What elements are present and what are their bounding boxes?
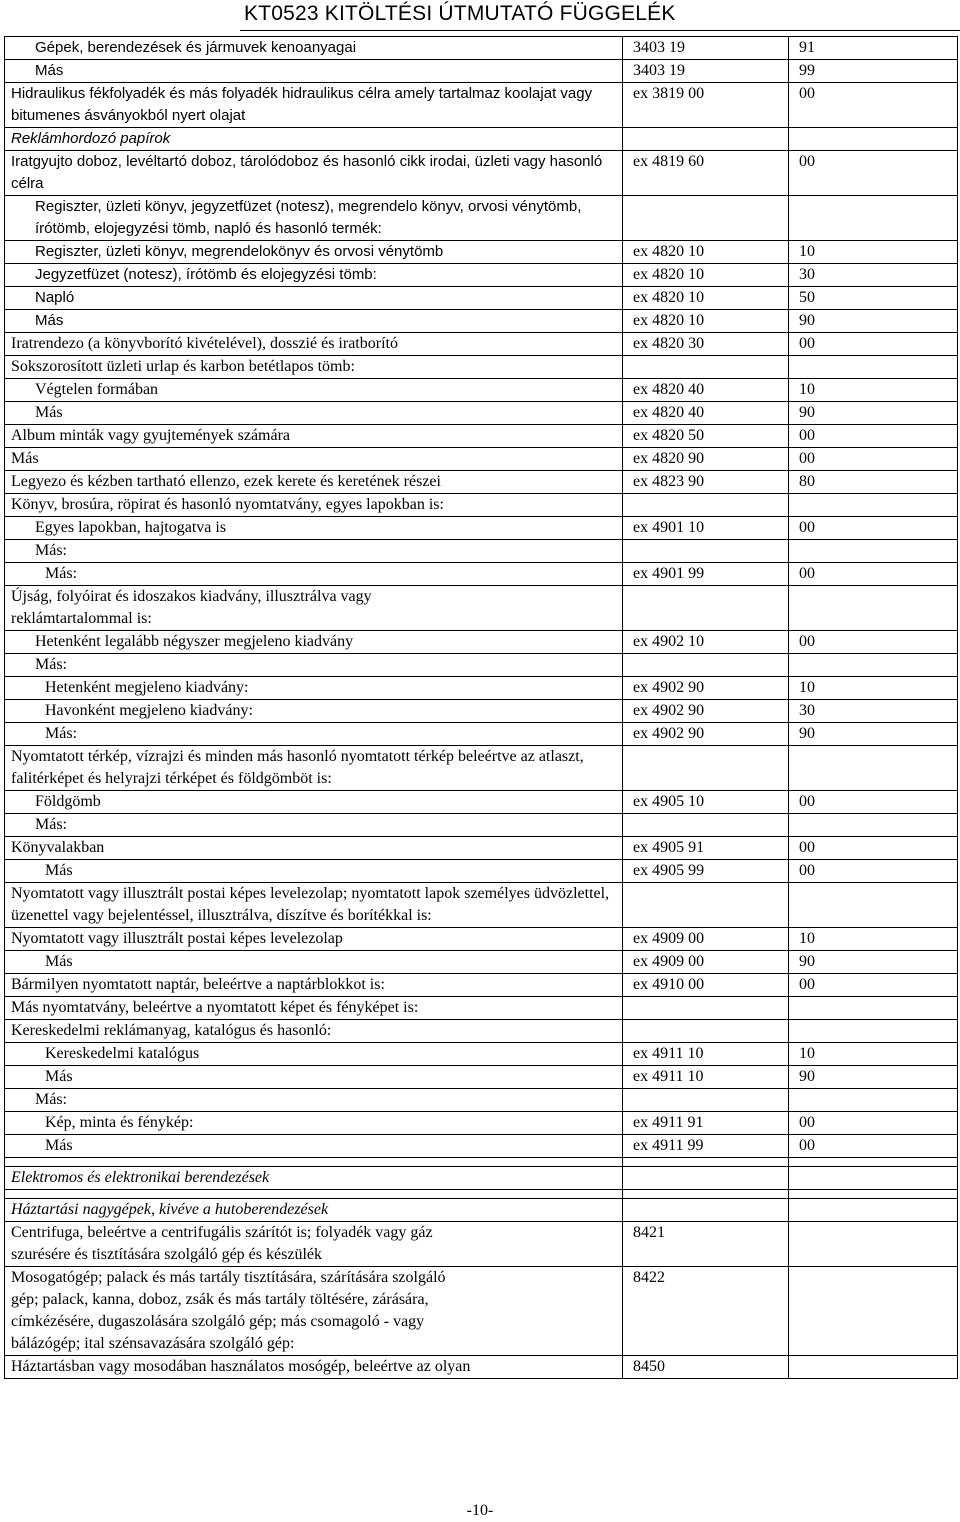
table-row xyxy=(5,1043,958,1066)
description-cell: Más: xyxy=(5,654,623,677)
table-row xyxy=(5,586,958,631)
subcode-cell: 00 xyxy=(789,1135,958,1158)
table-row xyxy=(5,814,958,837)
code-cell: 8422 xyxy=(623,1267,789,1356)
code-cell: ex 4823 90 xyxy=(623,471,789,494)
table-row xyxy=(5,494,958,517)
code-cell: ex 4820 50 xyxy=(623,425,789,448)
code-cell: 3403 19 xyxy=(623,37,789,60)
description-cell: Háztartási nagygépek, kivéve a hutoberendezések xyxy=(5,1199,623,1222)
subcode-cell: 00 xyxy=(789,791,958,814)
code-cell: ex 4905 99 xyxy=(623,860,789,883)
subcode-cell: 00 xyxy=(789,448,958,471)
code-cell: ex 4819 60 xyxy=(623,151,789,196)
subcode-cell xyxy=(789,1020,958,1043)
code-cell: ex 4820 10 xyxy=(623,310,789,333)
code-cell: ex 4905 91 xyxy=(623,837,789,860)
description-cell: Kép, minta és fénykép: xyxy=(5,1112,623,1135)
code-cell: ex 4902 90 xyxy=(623,723,789,746)
description-cell: Mosogatógép; palack és más tartály tisztítására, szárítására szolgáló gép; palack, kanna, doboz, zsák és más tartály töltésére, zárására, címkézésére, dugaszolására szolgáló gép; más csomagoló - vagy bálázógép; ital szénsavazására szolgáló gép: xyxy=(5,1267,623,1356)
table-row xyxy=(5,540,958,563)
table-row xyxy=(5,951,958,974)
subcode-cell: 30 xyxy=(789,700,958,723)
description-cell: Más xyxy=(5,860,623,883)
subcode-cell: 00 xyxy=(789,151,958,196)
code-cell: ex 4901 99 xyxy=(623,563,789,586)
subcode-cell xyxy=(789,128,958,151)
code-cell xyxy=(623,1158,789,1167)
subcode-cell xyxy=(789,814,958,837)
subcode-cell: 90 xyxy=(789,402,958,425)
code-cell: ex 4911 99 xyxy=(623,1135,789,1158)
code-cell: ex 4909 00 xyxy=(623,951,789,974)
description-cell: Sokszorosított üzleti urlap és karbon betétlapos tömb: xyxy=(5,356,623,379)
description-cell: Napló xyxy=(5,287,623,310)
code-cell xyxy=(623,494,789,517)
table-row xyxy=(5,448,958,471)
description-cell: Más xyxy=(5,60,623,83)
subcode-cell xyxy=(789,1089,958,1112)
description-cell: Gépek, berendezések és jármuvek kenoanyagai xyxy=(5,37,623,60)
code-cell xyxy=(623,746,789,791)
code-cell xyxy=(623,883,789,928)
description-cell: Legyezo és kézben tartható ellenzo, ezek kerete és keretének részei xyxy=(5,471,623,494)
table-row xyxy=(5,151,958,196)
subcode-cell: 10 xyxy=(789,1043,958,1066)
subcode-cell xyxy=(789,540,958,563)
description-cell: Más: xyxy=(5,540,623,563)
description-cell: Más xyxy=(5,951,623,974)
code-cell: ex 4902 10 xyxy=(623,631,789,654)
subcode-cell: 00 xyxy=(789,563,958,586)
subcode-cell: 00 xyxy=(789,974,958,997)
description-cell: Nyomtatott vagy illusztrált postai képes levelezolap; nyomtatott lapok személyes üdvözlettel, üzenettel vagy bejelentéssel, illusztrálva, díszítve és borítékkal is: xyxy=(5,883,623,928)
table-row xyxy=(5,264,958,287)
description-cell: Kereskedelmi reklámanyag, katalógus és hasonló: xyxy=(5,1020,623,1043)
description-cell: Reklámhordozó papírok xyxy=(5,128,623,151)
table-row xyxy=(5,60,958,83)
description-cell: Hidraulikus fékfolyadék és más folyadék hidraulikus célra amely tartalmaz koolajat vagy bitumenes ásványokból nyert olajat xyxy=(5,83,623,128)
description-cell: Könyvalakban xyxy=(5,837,623,860)
description-cell: Iratgyujto doboz, levéltartó doboz, tárolódoboz és hasonló cikk irodai, üzleti vagy hasonló célra xyxy=(5,151,623,196)
subcode-cell: 10 xyxy=(789,928,958,951)
description-cell xyxy=(5,1158,623,1167)
table-row xyxy=(5,1066,958,1089)
subcode-cell xyxy=(789,196,958,241)
code-cell xyxy=(623,654,789,677)
code-cell: 8421 xyxy=(623,1222,789,1267)
description-cell: Centrifuga, beleértve a centrifugális szárítót is; folyadék vagy gáz szurésére és tisztítására szolgáló gép és készülék xyxy=(5,1222,623,1267)
subcode-cell: 00 xyxy=(789,1112,958,1135)
table-row xyxy=(5,37,958,60)
subcode-cell: 00 xyxy=(789,333,958,356)
description-cell: Végtelen formában xyxy=(5,379,623,402)
code-cell: 3403 19 xyxy=(623,60,789,83)
subcode-cell xyxy=(789,1267,958,1356)
table-row xyxy=(5,1199,958,1222)
subcode-cell: 00 xyxy=(789,631,958,654)
table-row xyxy=(5,1112,958,1135)
code-cell: ex 4820 10 xyxy=(623,264,789,287)
table-row xyxy=(5,700,958,723)
description-cell: Háztartásban vagy mosodában használatos mosógép, beleértve az olyan xyxy=(5,1356,623,1379)
description-cell: Földgömb xyxy=(5,791,623,814)
table-row xyxy=(5,928,958,951)
description-cell: Regiszter, üzleti könyv, megrendelokönyv és orvosi vénytömb xyxy=(5,241,623,264)
code-cell xyxy=(623,997,789,1020)
code-cell: ex 4820 10 xyxy=(623,241,789,264)
description-cell: Elektromos és elektronikai berendezések xyxy=(5,1167,623,1190)
description-cell: Más: xyxy=(5,723,623,746)
code-cell: ex 4911 91 xyxy=(623,1112,789,1135)
table-row xyxy=(5,356,958,379)
subcode-cell: 00 xyxy=(789,860,958,883)
table-row xyxy=(5,471,958,494)
description-cell: Hetenként megjeleno kiadvány: xyxy=(5,677,623,700)
subcode-cell xyxy=(789,356,958,379)
code-cell xyxy=(623,196,789,241)
code-cell: ex 4910 00 xyxy=(623,974,789,997)
description-cell: Más: xyxy=(5,814,623,837)
subcode-cell xyxy=(789,1356,958,1379)
description-cell: Egyes lapokban, hajtogatva is xyxy=(5,517,623,540)
subcode-cell: 90 xyxy=(789,310,958,333)
table-row xyxy=(5,974,958,997)
description-cell: Nyomtatott térkép, vízrajzi és minden más hasonló nyomtatott térkép beleértve az atlaszt, falitérképet és helyrajzi térképet és földgömböt is: xyxy=(5,746,623,791)
table-row xyxy=(5,425,958,448)
description-cell: Más: xyxy=(5,563,623,586)
table-row xyxy=(5,677,958,700)
code-cell: ex 4820 10 xyxy=(623,287,789,310)
tariff-code-table xyxy=(4,36,958,1379)
subcode-cell xyxy=(789,586,958,631)
table-row xyxy=(5,379,958,402)
description-cell: Hetenként legalább négyszer megjeleno kiadvány xyxy=(5,631,623,654)
subcode-cell: 90 xyxy=(789,951,958,974)
subcode-cell xyxy=(789,1158,958,1167)
table-row xyxy=(5,631,958,654)
subcode-cell xyxy=(789,654,958,677)
table-row xyxy=(5,746,958,791)
tariff-rows xyxy=(5,37,958,1379)
code-cell: ex 4820 90 xyxy=(623,448,789,471)
table-row xyxy=(5,517,958,540)
code-cell xyxy=(623,1199,789,1222)
code-cell: ex 4901 10 xyxy=(623,517,789,540)
code-cell: ex 4911 10 xyxy=(623,1066,789,1089)
page-number: -10- xyxy=(466,1502,494,1519)
table-row xyxy=(5,83,958,128)
subcode-cell xyxy=(789,1167,958,1190)
code-cell xyxy=(623,1190,789,1199)
subcode-cell: 00 xyxy=(789,517,958,540)
table-row xyxy=(5,1167,958,1190)
description-cell: Kereskedelmi katalógus xyxy=(5,1043,623,1066)
table-row xyxy=(5,1190,958,1199)
table-row xyxy=(5,997,958,1020)
description-cell: Nyomtatott vagy illusztrált postai képes levelezolap xyxy=(5,928,623,951)
subcode-cell xyxy=(789,1190,958,1199)
code-cell xyxy=(623,128,789,151)
subcode-cell xyxy=(789,746,958,791)
subcode-cell: 90 xyxy=(789,723,958,746)
description-cell: Jegyzetfüzet (notesz), írótömb és elojegyzési tömb: xyxy=(5,264,623,287)
description-cell: Újság, folyóirat és idoszakos kiadvány, illusztrálva vagy reklámtartalommal is: xyxy=(5,586,623,631)
subcode-cell: 91 xyxy=(789,37,958,60)
description-cell: Iratrendezo (a könyvborító kivételével), dosszié és iratborító xyxy=(5,333,623,356)
table-row xyxy=(5,310,958,333)
code-cell: ex 4905 10 xyxy=(623,791,789,814)
table-row xyxy=(5,723,958,746)
table-row xyxy=(5,1158,958,1167)
code-cell xyxy=(623,1167,789,1190)
table-row xyxy=(5,333,958,356)
description-cell: Regiszter, üzleti könyv, jegyzetfüzet (notesz), megrendelo könyv, orvosi vénytömb, írótömb, elojegyzési tömb, napló és hasonló termék: xyxy=(5,196,623,241)
description-cell: Bármilyen nyomtatott naptár, beleértve a naptárblokkot is: xyxy=(5,974,623,997)
subcode-cell: 50 xyxy=(789,287,958,310)
description-cell xyxy=(5,1190,623,1199)
table-row xyxy=(5,563,958,586)
table-row xyxy=(5,1020,958,1043)
table-row xyxy=(5,241,958,264)
table-row xyxy=(5,860,958,883)
subcode-cell: 30 xyxy=(789,264,958,287)
table-row xyxy=(5,791,958,814)
description-cell: Más xyxy=(5,310,623,333)
code-cell: ex 4909 00 xyxy=(623,928,789,951)
table-row xyxy=(5,1267,958,1356)
subcode-cell: 10 xyxy=(789,241,958,264)
description-cell: Más nyomtatvány, beleértve a nyomtatott képet és fényképet is: xyxy=(5,997,623,1020)
document-title: KT0523 KITÖLTÉSI ÚTMUTATÓ FÜGGELÉK xyxy=(244,2,676,25)
description-cell: Könyv, brosúra, röpirat és hasonló nyomtatvány, egyes lapokban is: xyxy=(5,494,623,517)
table-row xyxy=(5,196,958,241)
table-row xyxy=(5,837,958,860)
code-cell xyxy=(623,1020,789,1043)
code-cell: ex 3819 00 xyxy=(623,83,789,128)
table-row xyxy=(5,402,958,425)
code-cell xyxy=(623,1089,789,1112)
subcode-cell: 00 xyxy=(789,83,958,128)
code-cell: ex 4902 90 xyxy=(623,677,789,700)
table-row xyxy=(5,1356,958,1379)
table-row xyxy=(5,1089,958,1112)
code-cell: ex 4911 10 xyxy=(623,1043,789,1066)
subcode-cell: 00 xyxy=(789,837,958,860)
subcode-cell xyxy=(789,883,958,928)
description-cell: Más xyxy=(5,448,623,471)
description-cell: Havonként megjeleno kiadvány: xyxy=(5,700,623,723)
code-cell xyxy=(623,356,789,379)
subcode-cell: 99 xyxy=(789,60,958,83)
code-cell xyxy=(623,586,789,631)
code-cell: ex 4902 90 xyxy=(623,700,789,723)
subcode-cell: 10 xyxy=(789,677,958,700)
subcode-cell: 10 xyxy=(789,379,958,402)
subcode-cell: 90 xyxy=(789,1066,958,1089)
table-row xyxy=(5,128,958,151)
description-cell: Más: xyxy=(5,1089,623,1112)
subcode-cell: 00 xyxy=(789,425,958,448)
code-cell: 8450 xyxy=(623,1356,789,1379)
code-cell: ex 4820 40 xyxy=(623,379,789,402)
subcode-cell xyxy=(789,494,958,517)
code-cell: ex 4820 30 xyxy=(623,333,789,356)
table-row xyxy=(5,1222,958,1267)
description-cell: Album minták vagy gyujtemények számára xyxy=(5,425,623,448)
subcode-cell: 80 xyxy=(789,471,958,494)
table-row xyxy=(5,1135,958,1158)
subcode-cell xyxy=(789,1222,958,1267)
table-row xyxy=(5,654,958,677)
code-cell xyxy=(623,814,789,837)
description-cell: Más xyxy=(5,402,623,425)
code-cell: ex 4820 40 xyxy=(623,402,789,425)
description-cell: Más xyxy=(5,1135,623,1158)
table-row xyxy=(5,287,958,310)
description-cell: Más xyxy=(5,1066,623,1089)
subcode-cell xyxy=(789,997,958,1020)
subcode-cell xyxy=(789,1199,958,1222)
code-cell xyxy=(623,540,789,563)
page-header xyxy=(240,0,960,31)
table-row xyxy=(5,883,958,928)
